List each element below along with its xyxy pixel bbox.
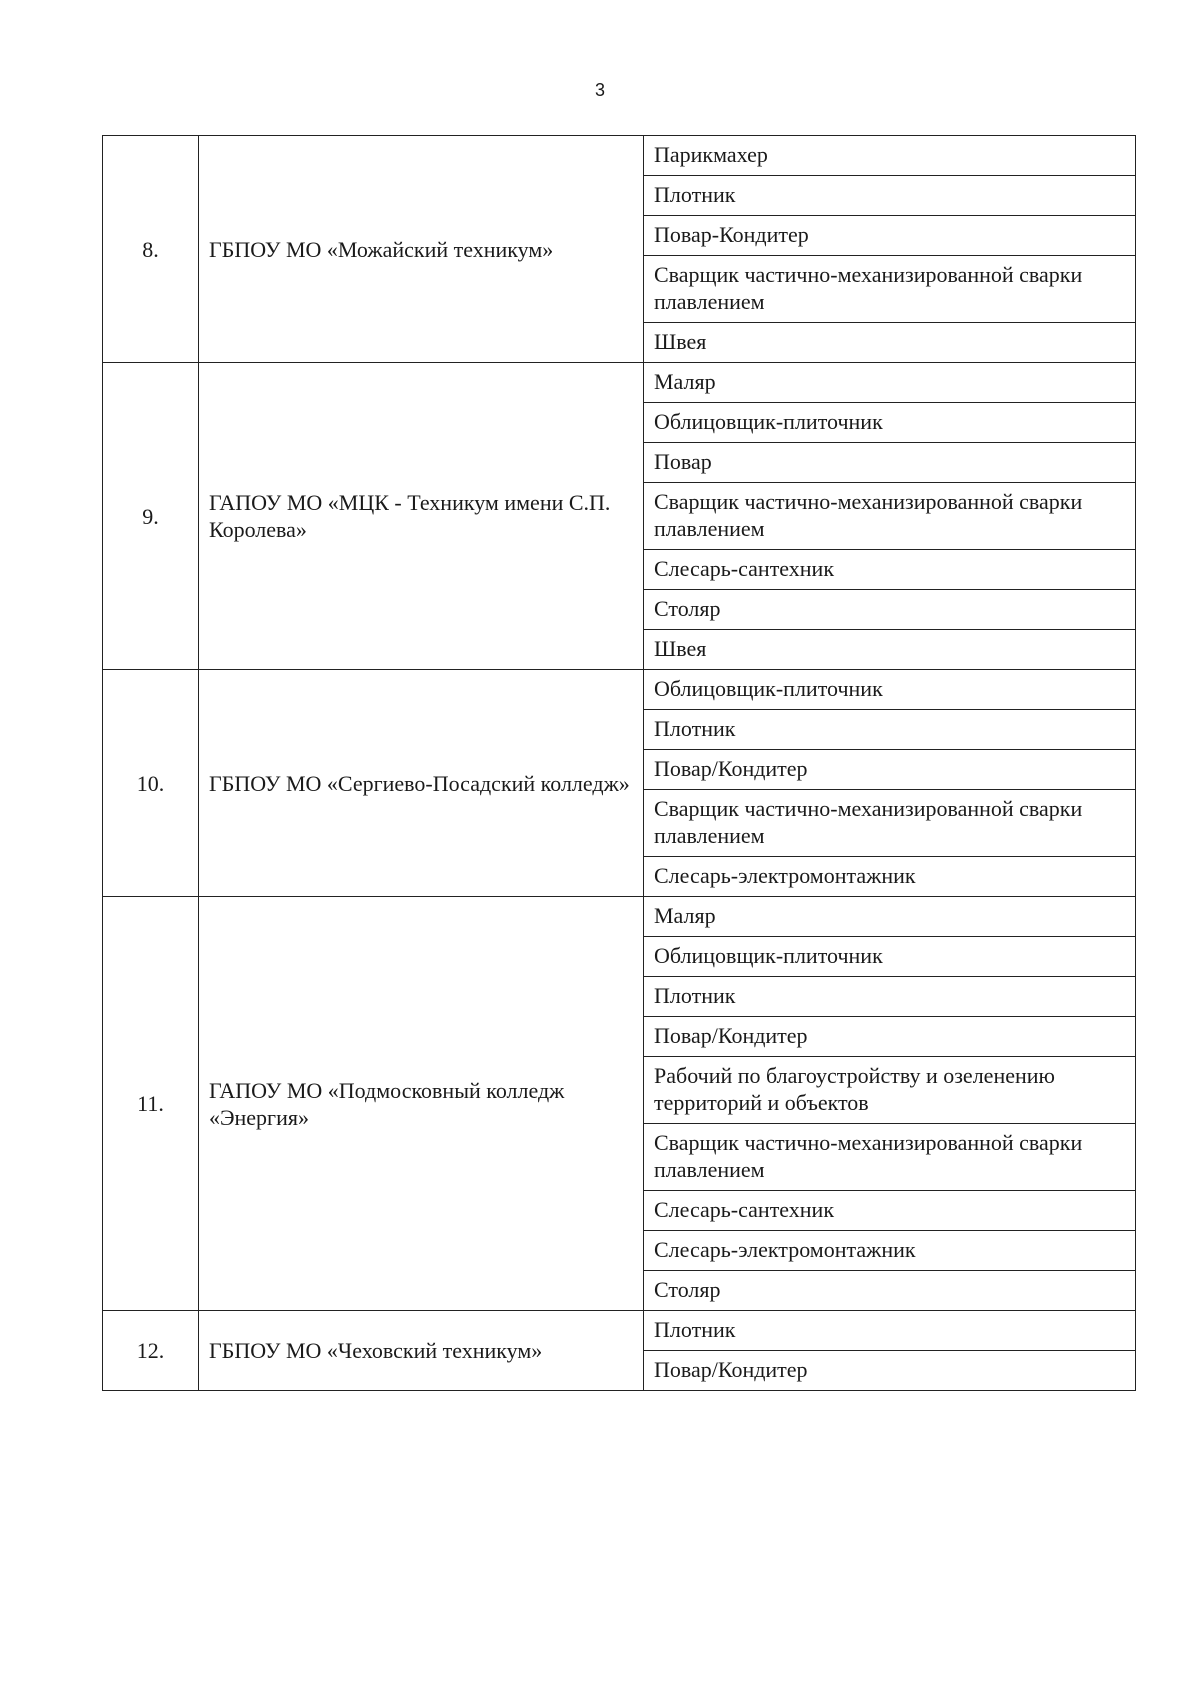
row-number: 12.: [103, 1311, 199, 1391]
row-number: 10.: [103, 670, 199, 897]
profession-item: Повар/Кондитер: [644, 1350, 1135, 1390]
professions-list: [644, 136, 1136, 363]
professions-list: [644, 1311, 1136, 1391]
row-number: 8.: [103, 136, 199, 363]
profession-item: Повар: [644, 442, 1135, 482]
profession-item: Плотник: [654, 1317, 736, 1342]
table-row: [103, 136, 1136, 363]
profession-item: Парикмахер: [654, 142, 768, 167]
profession-item: Повар-Кондитер: [644, 215, 1135, 255]
profession-item: Облицовщик-плиточник: [654, 676, 883, 701]
profession-item: Слесарь-электромонтажник: [644, 856, 1135, 896]
profession-item: Слесарь-сантехник: [644, 1190, 1135, 1230]
profession-item: Рабочий по благоустройству и озеленению территорий и объектов: [644, 1056, 1135, 1123]
profession-item: Сварщик частично-механизированной сварки плавлением: [644, 789, 1135, 856]
profession-item: Столяр: [644, 589, 1135, 629]
profession-item: Маляр: [654, 369, 716, 394]
organization-name: ГБПОУ МО «Сергиево-Посадский колледж»: [199, 670, 644, 897]
organization-name: ГАПОУ МО «МЦК - Техникум имени С.П. Королева»: [199, 363, 644, 670]
table-row: [103, 897, 1136, 1311]
profession-item: Плотник: [644, 709, 1135, 749]
institutions-table: [102, 135, 1136, 1391]
table-body: [103, 136, 1136, 1391]
profession-item: Сварщик частично-механизированной сварки плавлением: [644, 1123, 1135, 1190]
profession-item: Плотник: [644, 175, 1135, 215]
profession-item: Столяр: [644, 1270, 1135, 1310]
professions-list: [644, 363, 1136, 670]
profession-item: Повар/Кондитер: [644, 749, 1135, 789]
profession-item: Повар/Кондитер: [644, 1016, 1135, 1056]
organization-name: ГАПОУ МО «Подмосковный колледж «Энергия»: [199, 897, 644, 1311]
organization-name: ГБПОУ МО «Чеховский техникум»: [199, 1311, 644, 1391]
profession-item: Швея: [644, 322, 1135, 362]
profession-item: Маляр: [654, 903, 716, 928]
profession-item: Швея: [644, 629, 1135, 669]
row-number: 9.: [103, 363, 199, 670]
profession-item: Слесарь-электромонтажник: [644, 1230, 1135, 1270]
profession-item: Сварщик частично-механизированной сварки плавлением: [644, 255, 1135, 322]
organization-name: ГБПОУ МО «Можайский техникум»: [199, 136, 644, 363]
profession-item: Сварщик частично-механизированной сварки плавлением: [644, 482, 1135, 549]
professions-list: [644, 670, 1136, 897]
table-row: [103, 1311, 1136, 1391]
page-number: 3: [594, 80, 605, 100]
table-row: [103, 363, 1136, 670]
profession-item: Слесарь-сантехник: [644, 549, 1135, 589]
table-row: [103, 670, 1136, 897]
profession-item: Облицовщик-плиточник: [644, 402, 1135, 442]
row-number: 11.: [103, 897, 199, 1311]
professions-list: [644, 897, 1136, 1311]
profession-item: Облицовщик-плиточник: [644, 936, 1135, 976]
profession-item: Плотник: [644, 976, 1135, 1016]
